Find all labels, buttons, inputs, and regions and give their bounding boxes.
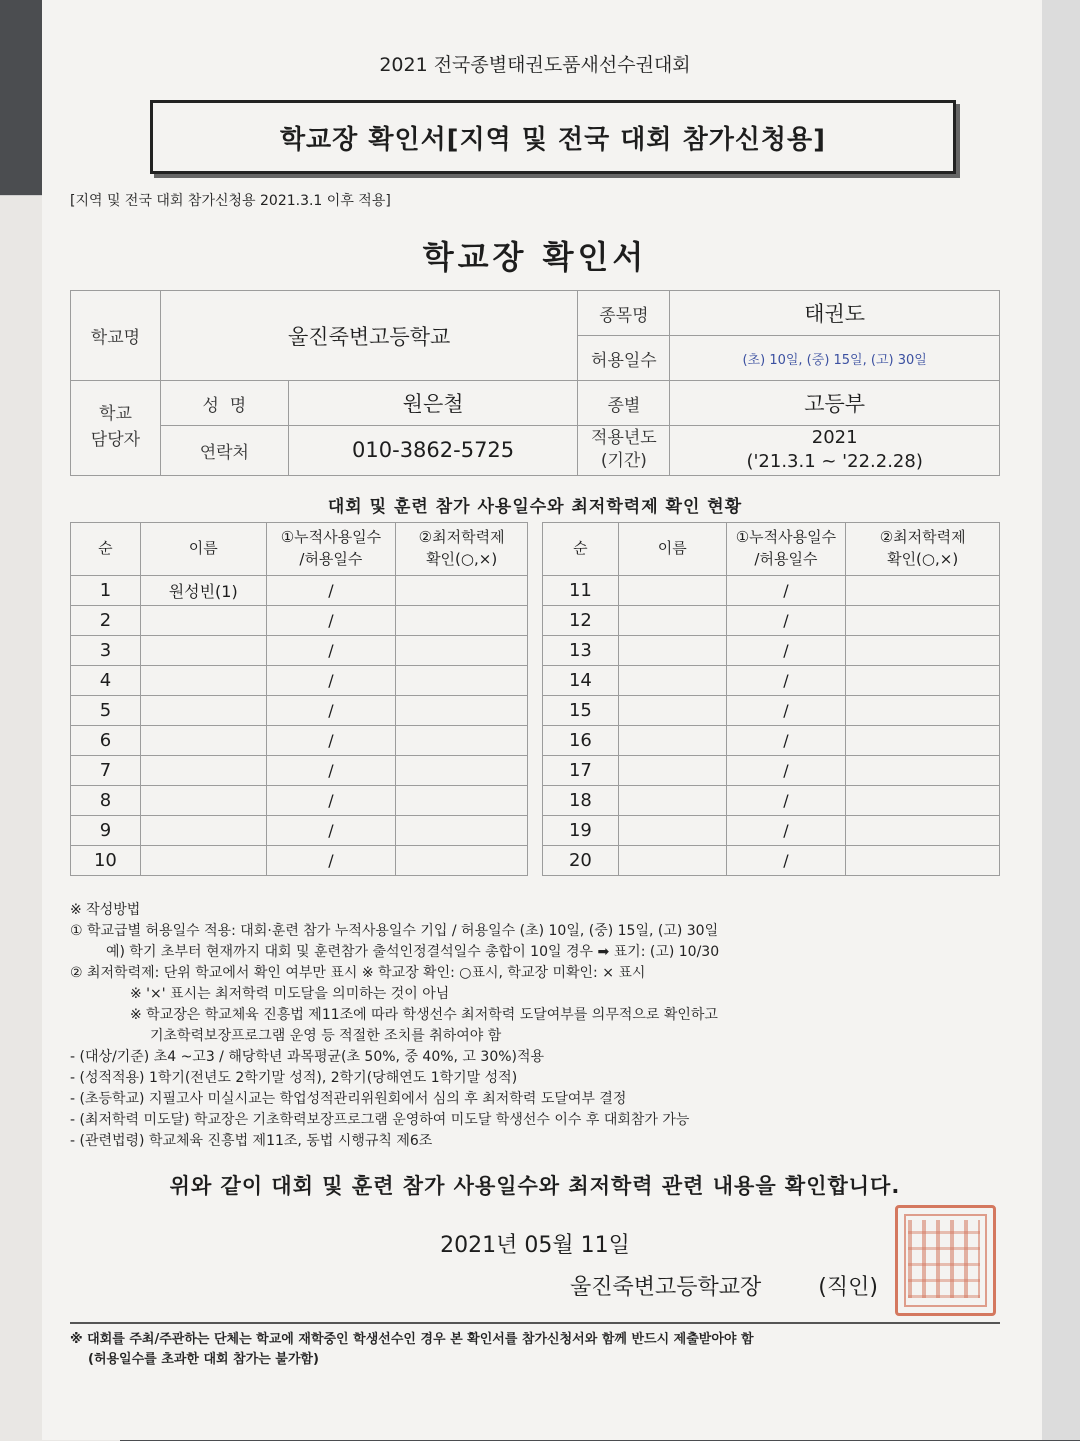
roster-row xyxy=(543,756,1000,786)
roster-row xyxy=(71,726,528,756)
principal-name: 울진죽변고등학교장 xyxy=(570,1275,762,1300)
instruction-line: ① 학교급별 허용일수 적용: 대회·훈련 참가 누적사용일수 기입 / 허용일수 (초) 10일, (중) 15일, (고) 30일 xyxy=(70,923,719,939)
roster-row xyxy=(71,576,528,606)
col-grade-line2: 확인(○,×) xyxy=(887,550,959,568)
roster-row xyxy=(543,636,1000,666)
col-days-line2: /허용일수 xyxy=(299,550,363,568)
usage-note: [지역 및 전국 대회 참가신청용 2021.3.1 이후 적용] xyxy=(70,193,391,209)
roster-row xyxy=(543,846,1000,876)
row-number: 20 xyxy=(543,846,619,876)
name-value: 원은철 xyxy=(288,381,578,426)
col-name: 이름 xyxy=(618,523,726,576)
student-name xyxy=(618,816,726,846)
roster-body-left xyxy=(71,576,528,876)
row-number: 9 xyxy=(71,816,141,846)
row-number: 14 xyxy=(543,666,619,696)
roster-row xyxy=(543,696,1000,726)
student-name xyxy=(618,756,726,786)
days-used: / xyxy=(726,846,846,876)
grade-check xyxy=(396,786,528,816)
col-days-line1: ①누적사용일수 xyxy=(280,528,382,547)
col-grade xyxy=(396,523,528,576)
staff-label: 학교 담당자 xyxy=(71,381,161,476)
confirmation-document xyxy=(42,0,1042,1440)
student-name xyxy=(140,756,266,786)
days-used: / xyxy=(726,576,846,606)
footer-line-2: (허용일수를 초과한 대회 참가는 불가함) xyxy=(88,1352,319,1367)
apply-year: 2021 xyxy=(811,427,858,448)
col-grade-line1: ②최저학력제 xyxy=(418,528,505,547)
grade-check xyxy=(846,666,1000,696)
student-name xyxy=(618,696,726,726)
grade-check xyxy=(396,696,528,726)
roster-row xyxy=(543,726,1000,756)
instructions xyxy=(70,900,1000,1152)
row-number: 8 xyxy=(71,786,141,816)
info-table xyxy=(70,290,1000,476)
footer-note xyxy=(70,1330,1000,1370)
form-title xyxy=(150,100,956,174)
sport-value: 태권도 xyxy=(670,291,1000,336)
roster-row xyxy=(71,636,528,666)
days-used: / xyxy=(266,786,396,816)
row-number: 13 xyxy=(543,636,619,666)
row-number: 3 xyxy=(71,636,141,666)
school-name: 울진죽변고등학교 xyxy=(160,291,578,381)
instruction-line: - (성적적용) 1학기(전년도 2학기말 성적), 2학기(당해연도 1학기말 성적) xyxy=(70,1070,518,1086)
instruction-line: ② 최저학력제: 단위 학교에서 확인 여부만 표시 ※ 학교장 확인: ○표시, 학교장 미확인: × 표시 xyxy=(70,965,646,981)
student-name xyxy=(618,726,726,756)
name-label: 성 명 xyxy=(160,381,288,426)
instruction-line: - (대상/기준) 초4 ~고3 / 해당학년 과목평균(초 50%, 중 40%, 고 30%)적용 xyxy=(70,1049,545,1065)
days-used: / xyxy=(726,756,846,786)
apply-year-label-line1: 적용년도 xyxy=(591,428,657,449)
grade-check xyxy=(846,786,1000,816)
instruction-line: 기초학력보장프로그램 운영 등 적절한 조치를 취하여야 함 xyxy=(150,1028,502,1044)
roster-row xyxy=(71,786,528,816)
days-used: / xyxy=(266,576,396,606)
col-name: 이름 xyxy=(140,523,266,576)
row-number: 11 xyxy=(543,576,619,606)
col-num: 순 xyxy=(71,523,141,576)
instruction-line: - (관련법령) 학교체육 진흥법 제11조, 동법 시행규칙 제6조 xyxy=(70,1133,433,1149)
instruction-line: - (최저학력 미도달) 학교장은 기초학력보장프로그램 운영하여 미도달 학생선수 이수 후 대회참가 가능 xyxy=(70,1112,690,1128)
days-used: / xyxy=(266,606,396,636)
col-grade xyxy=(846,523,1000,576)
row-number: 16 xyxy=(543,726,619,756)
row-number: 5 xyxy=(71,696,141,726)
student-name xyxy=(140,606,266,636)
row-number: 15 xyxy=(543,696,619,726)
roster-table-left xyxy=(70,522,528,876)
instruction-line: - (초등학교) 지필고사 미실시교는 학업성적관리위원회에서 심의 후 최저학력 도달여부 결정 xyxy=(70,1091,627,1107)
days-used: / xyxy=(266,726,396,756)
student-name xyxy=(618,666,726,696)
student-name xyxy=(618,576,726,606)
grade-check xyxy=(396,726,528,756)
apply-period: ('21.3.1 ~ '22.2.28) xyxy=(746,451,923,473)
row-number: 2 xyxy=(71,606,141,636)
row-number: 4 xyxy=(71,666,141,696)
official-seal xyxy=(895,1205,996,1316)
days-used: / xyxy=(266,756,396,786)
grade-check xyxy=(396,756,528,786)
roster-row xyxy=(71,696,528,726)
days-used: / xyxy=(726,726,846,756)
form-title-text: 학교장 확인서[지역 및 전국 대회 참가신청용] xyxy=(279,124,827,155)
roster-row xyxy=(71,816,528,846)
sport-label: 종목명 xyxy=(578,291,670,336)
days-used: / xyxy=(266,636,396,666)
main-title: 학교장 확인서 xyxy=(422,238,648,276)
student-name xyxy=(618,636,726,666)
col-days-line1: ①누적사용일수 xyxy=(735,528,837,547)
days-used: / xyxy=(266,816,396,846)
student-name xyxy=(140,636,266,666)
row-number: 18 xyxy=(543,786,619,816)
student-name xyxy=(140,846,266,876)
row-number: 7 xyxy=(71,756,141,786)
contact-label: 연락처 xyxy=(160,426,288,476)
days-used: / xyxy=(266,696,396,726)
student-name xyxy=(618,606,726,636)
row-number: 6 xyxy=(71,726,141,756)
roster-row xyxy=(71,846,528,876)
days-used: / xyxy=(266,666,396,696)
grade-check xyxy=(396,666,528,696)
days-used: / xyxy=(726,636,846,666)
col-days xyxy=(266,523,396,576)
row-number: 1 xyxy=(71,576,141,606)
footer-divider xyxy=(70,1322,1000,1324)
grade-check xyxy=(846,696,1000,726)
footer-line-1: ※ 대회를 주최/주관하는 단체는 학교에 재학중인 학생선수인 경우 본 확인서를 참가신청서와 함께 반드시 제출받아야 함 xyxy=(70,1332,754,1347)
roster-table-right xyxy=(542,522,1000,876)
student-name xyxy=(140,816,266,846)
confirmation-date: 2021년 05월 11일 xyxy=(440,1233,630,1258)
apply-year-label-line2: (기간) xyxy=(600,451,647,472)
instruction-line: ※ '×' 표시는 최저학력 미도달을 의미하는 것이 아님 xyxy=(130,986,450,1002)
days-used: / xyxy=(726,666,846,696)
roster-row xyxy=(543,816,1000,846)
principal-signature-line xyxy=(570,1270,878,1301)
student-name xyxy=(140,726,266,756)
grade-check xyxy=(846,576,1000,606)
days-used: / xyxy=(726,816,846,846)
allowed-days-value: (초) 10일, (중) 15일, (고) 30일 xyxy=(670,336,1000,381)
roster-row xyxy=(543,576,1000,606)
roster-body-right xyxy=(543,576,1000,876)
apply-year-value xyxy=(670,426,1000,476)
grade-check xyxy=(396,606,528,636)
roster-row xyxy=(71,756,528,786)
days-used: / xyxy=(726,606,846,636)
instruction-line: ※ 학교장은 학교체육 진흥법 제11조에 따라 학생선수 최저학력 도달여부를 의무적으로 확인하고 xyxy=(130,1007,718,1023)
school-label: 학교명 xyxy=(71,291,161,381)
confirm-statement: 위와 같이 대회 및 훈련 참가 사용일수와 최저학력 관련 내용을 확인합니다. xyxy=(169,1174,901,1198)
days-used: / xyxy=(726,696,846,726)
status-heading: 대회 및 훈련 참가 사용일수와 최저학력제 확인 현황 xyxy=(327,497,743,517)
seal-glyph xyxy=(908,1220,980,1298)
grade-check xyxy=(846,636,1000,666)
roster-row xyxy=(543,666,1000,696)
student-name xyxy=(140,786,266,816)
grade-check xyxy=(846,606,1000,636)
grade-check xyxy=(396,816,528,846)
seal-label: (직인) xyxy=(818,1275,878,1300)
roster-row xyxy=(71,606,528,636)
grade-check xyxy=(846,756,1000,786)
days-used: / xyxy=(266,846,396,876)
event-title: 2021 전국종별태권도품새선수권대회 xyxy=(379,54,691,76)
grade-check xyxy=(396,636,528,666)
col-grade-line1: ②최저학력제 xyxy=(879,528,966,547)
roster-row xyxy=(543,786,1000,816)
grade-check xyxy=(846,816,1000,846)
row-number: 12 xyxy=(543,606,619,636)
apply-year-label xyxy=(578,426,670,476)
instruction-line: 예) 학기 초부터 현재까지 대회 및 훈련참가 출석인정결석일수 총합이 10일 경우 ➡ 표기: (고) 10/30 xyxy=(106,944,720,960)
allowed-days-label: 허용일수 xyxy=(578,336,670,381)
roster-row xyxy=(71,666,528,696)
student-name xyxy=(618,786,726,816)
row-number: 17 xyxy=(543,756,619,786)
col-num: 순 xyxy=(543,523,619,576)
grade-check xyxy=(396,846,528,876)
row-number: 19 xyxy=(543,816,619,846)
grade-check xyxy=(846,726,1000,756)
division-value: 고등부 xyxy=(670,381,1000,426)
student-name xyxy=(140,696,266,726)
grade-check xyxy=(396,576,528,606)
student-name xyxy=(618,846,726,876)
days-used: / xyxy=(726,786,846,816)
division-label: 종별 xyxy=(578,381,670,426)
grade-check xyxy=(846,846,1000,876)
student-name xyxy=(140,666,266,696)
row-number: 10 xyxy=(71,846,141,876)
col-days xyxy=(726,523,846,576)
instructions-heading: ※ 작성방법 xyxy=(70,902,141,918)
col-days-line2: /허용일수 xyxy=(754,550,818,568)
contact-value: 010-3862-5725 xyxy=(288,426,578,476)
student-name: 원성빈(1) xyxy=(140,576,266,606)
roster-row xyxy=(543,606,1000,636)
col-grade-line2: 확인(○,×) xyxy=(426,550,498,568)
